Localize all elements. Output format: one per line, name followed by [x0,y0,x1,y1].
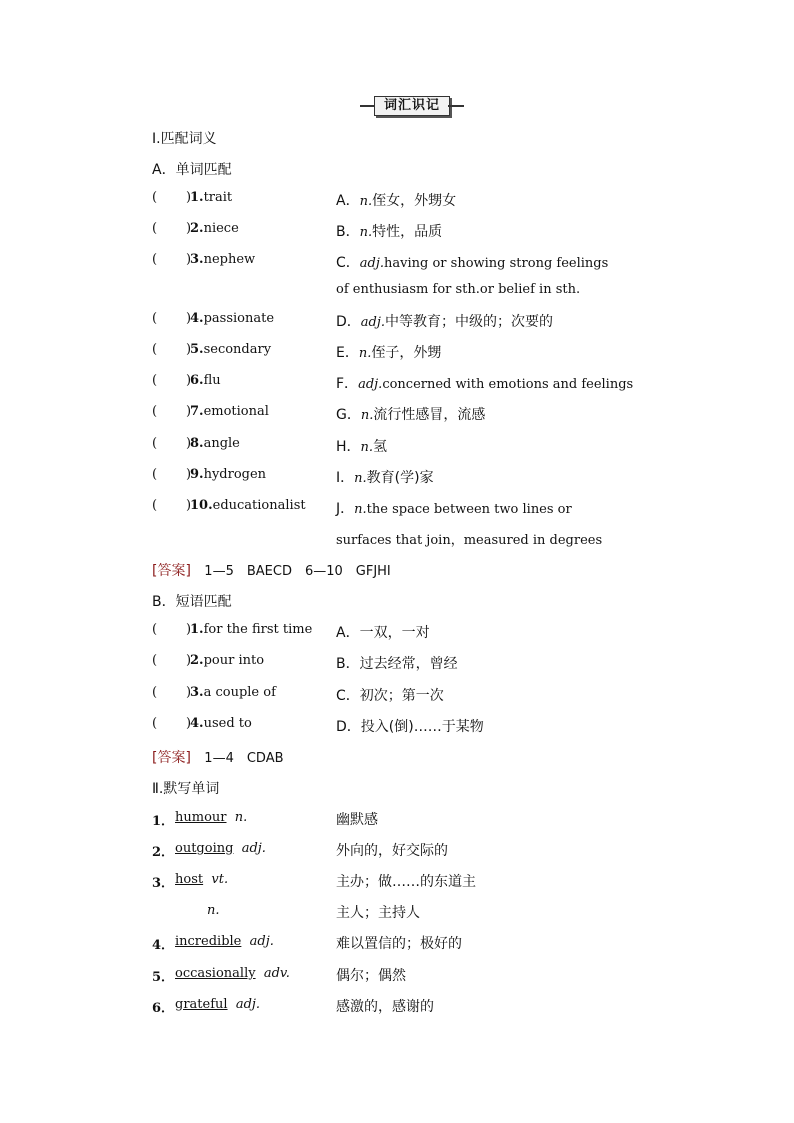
item-word: passionate [203,311,275,326]
list-item [190,373,221,388]
answer-label: [答案] [152,563,191,579]
option-text: 教育(学)家 [366,470,434,486]
option-continuation: of enthusiasm for sth.or belief in sth. [336,282,581,297]
answer-value: 1—5 BAECD 6—10 GFJHI [204,564,391,579]
item-word: outgoing [175,841,234,856]
option-letter: C． [336,255,360,271]
section1-title: Ⅰ.匹配词义 [152,131,217,147]
item-number: 5. [190,342,204,357]
item-number: 2. [190,653,204,668]
list-item [190,716,252,731]
option-pos: n. [360,408,374,423]
item-word: angle [203,436,240,451]
item-pos: adv. [263,966,290,981]
option [336,311,553,331]
option [336,653,458,673]
item-number: 7. [190,404,204,419]
item-pos: adj. [241,841,266,856]
item-word: flu [203,373,221,388]
item-word: educationalist [212,498,306,513]
option-text: 特性，品质 [372,224,443,240]
item-number: 4. [190,716,204,731]
answer-blank: ( ) [152,404,192,419]
item-word: trait [203,190,233,205]
item-number: 6. [190,373,204,388]
option-letter: C． [336,688,360,704]
option-text: 一双，一对 [359,625,430,641]
item-number: 1. [190,622,204,637]
list-item [190,404,269,419]
list-item [190,622,312,637]
item-pos: adj. [235,997,261,1012]
item-number: 3. [190,252,204,267]
item-number: 2. [190,221,204,236]
list-item [190,467,266,482]
option-letter: D． [336,314,361,330]
item-word: pour into [203,653,265,668]
item-number: 4． [152,938,175,953]
item-number: 3． [152,876,175,891]
option-pos: n. [359,225,373,240]
item-meaning: 偶尔；偶然 [336,968,406,984]
item-meaning: 幽默感 [336,812,378,828]
option-text: 氢 [373,439,388,455]
option [336,622,430,642]
section-banner [360,96,464,116]
answer-blank: ( ) [152,653,192,668]
list-item [175,934,274,949]
option-pos: n. [354,471,367,486]
item-pos: n. [234,810,248,825]
item-word: grateful [175,997,228,1012]
option [336,436,387,456]
option-pos: adj. [358,377,383,392]
list-item [190,221,239,236]
item-pos: adj. [249,934,274,949]
list-item [190,311,274,326]
answer-blank: ( ) [152,498,192,513]
option-text: 中等教育；中级的；次要的 [385,314,554,330]
partB-answer [152,747,284,769]
option-pos: n. [358,346,372,361]
answer-blank: ( ) [152,373,192,388]
list-item [175,966,290,981]
option [336,190,456,210]
item-number: 1． [152,814,175,829]
answer-blank: ( ) [152,221,192,236]
answer-blank: ( ) [152,342,192,357]
option-letter: J． [336,501,355,517]
answer-blank: ( ) [152,716,192,731]
banner-line-right [448,105,464,107]
option-letter: G． [336,407,361,423]
list-item [190,436,240,451]
option-text: 投入(倒)……于某物 [360,719,484,735]
item-number: 2． [152,845,175,860]
answer-blank: ( ) [152,252,192,267]
option-text: 流行性感冒，流感 [373,407,486,423]
answer-value: 1—4 CDAB [204,751,284,766]
answer-blank: ( ) [152,622,192,637]
item-pos: n. [207,903,220,918]
list-item [175,872,228,887]
item-meaning: 感激的，感谢的 [336,999,434,1015]
answer-blank: ( ) [152,311,192,326]
banner-title: 词汇识记 [374,96,450,116]
answer-blank: ( ) [152,190,192,205]
item-meaning: 难以置信的；极好的 [336,936,462,952]
answer-blank: ( ) [152,467,192,482]
item-word: humour [175,810,227,825]
item-number: 6． [152,1001,175,1016]
option-letter: A． [336,625,360,641]
option-letter: H． [336,439,361,455]
partB-title: B．短语匹配 [152,594,232,610]
list-item [190,685,276,700]
option-letter: E． [336,345,359,361]
list-item [190,342,271,357]
item-number: 9. [190,467,204,482]
item-word: secondary [203,342,272,357]
item-word: nephew [203,252,256,267]
item-word: for the first time [203,622,313,637]
item-pos: vt. [211,872,229,887]
answer-blank: ( ) [152,685,192,700]
option [336,404,485,424]
option-text: 初次；第一次 [359,688,444,704]
item-number: 3. [190,685,204,700]
item-word: used to [203,716,252,731]
list-item [175,841,266,856]
answer-blank: ( ) [152,436,192,451]
item-word: hydrogen [203,467,267,482]
item-number: 1. [190,190,204,205]
option [336,252,608,272]
option-text: having or showing strong feelings [384,256,609,271]
partA-title: A．单词匹配 [152,162,232,178]
option-text: concerned with emotions and feelings [382,377,634,392]
list-item [175,997,260,1012]
list-item [190,252,255,267]
list-item [207,903,220,918]
option-pos: n. [354,502,367,517]
item-number: 5． [152,970,175,985]
option-text: 侄女，外甥女 [372,193,457,209]
option [336,467,434,487]
partA-answer [152,560,391,582]
item-word: occasionally [175,966,256,981]
item-meaning: 外向的，好交际的 [336,843,448,859]
option [336,373,633,393]
option-letter: A． [336,193,360,209]
option [336,716,484,736]
option-letter: F． [336,376,359,392]
list-item [190,190,232,205]
option-letter: D． [336,719,361,735]
option-continuation: surfaces that join，measured in degrees [336,533,603,548]
item-number: 4. [190,311,204,326]
list-item [190,498,306,513]
item-number: 8. [190,436,204,451]
option-letter: B． [336,224,360,240]
item-word: host [175,872,204,887]
item-number: 10. [190,498,213,513]
option-pos: adj. [359,256,385,271]
option-text: 侄子，外甥 [371,345,442,361]
option-pos: adj. [360,315,386,330]
option [336,498,572,518]
option-pos: n. [360,440,374,455]
option-letter: B． [336,656,360,672]
item-word: incredible [175,934,242,949]
option-pos: n. [359,194,373,209]
list-item [190,653,264,668]
option [336,342,441,362]
option-text: 过去经常，曾经 [359,656,458,672]
list-item [175,810,247,825]
item-word: niece [203,221,239,236]
item-meaning: 主办；做……的东道主 [336,874,476,890]
option-text: the space between two lines or [366,502,572,517]
section2-title: Ⅱ.默写单词 [152,781,220,797]
option [336,685,444,705]
item-word: a couple of [203,685,276,700]
answer-label: [答案] [152,750,191,766]
item-word: emotional [203,404,269,419]
option-letter: I． [336,470,355,486]
item-meaning: 主人；主持人 [336,905,420,921]
option [336,221,442,241]
